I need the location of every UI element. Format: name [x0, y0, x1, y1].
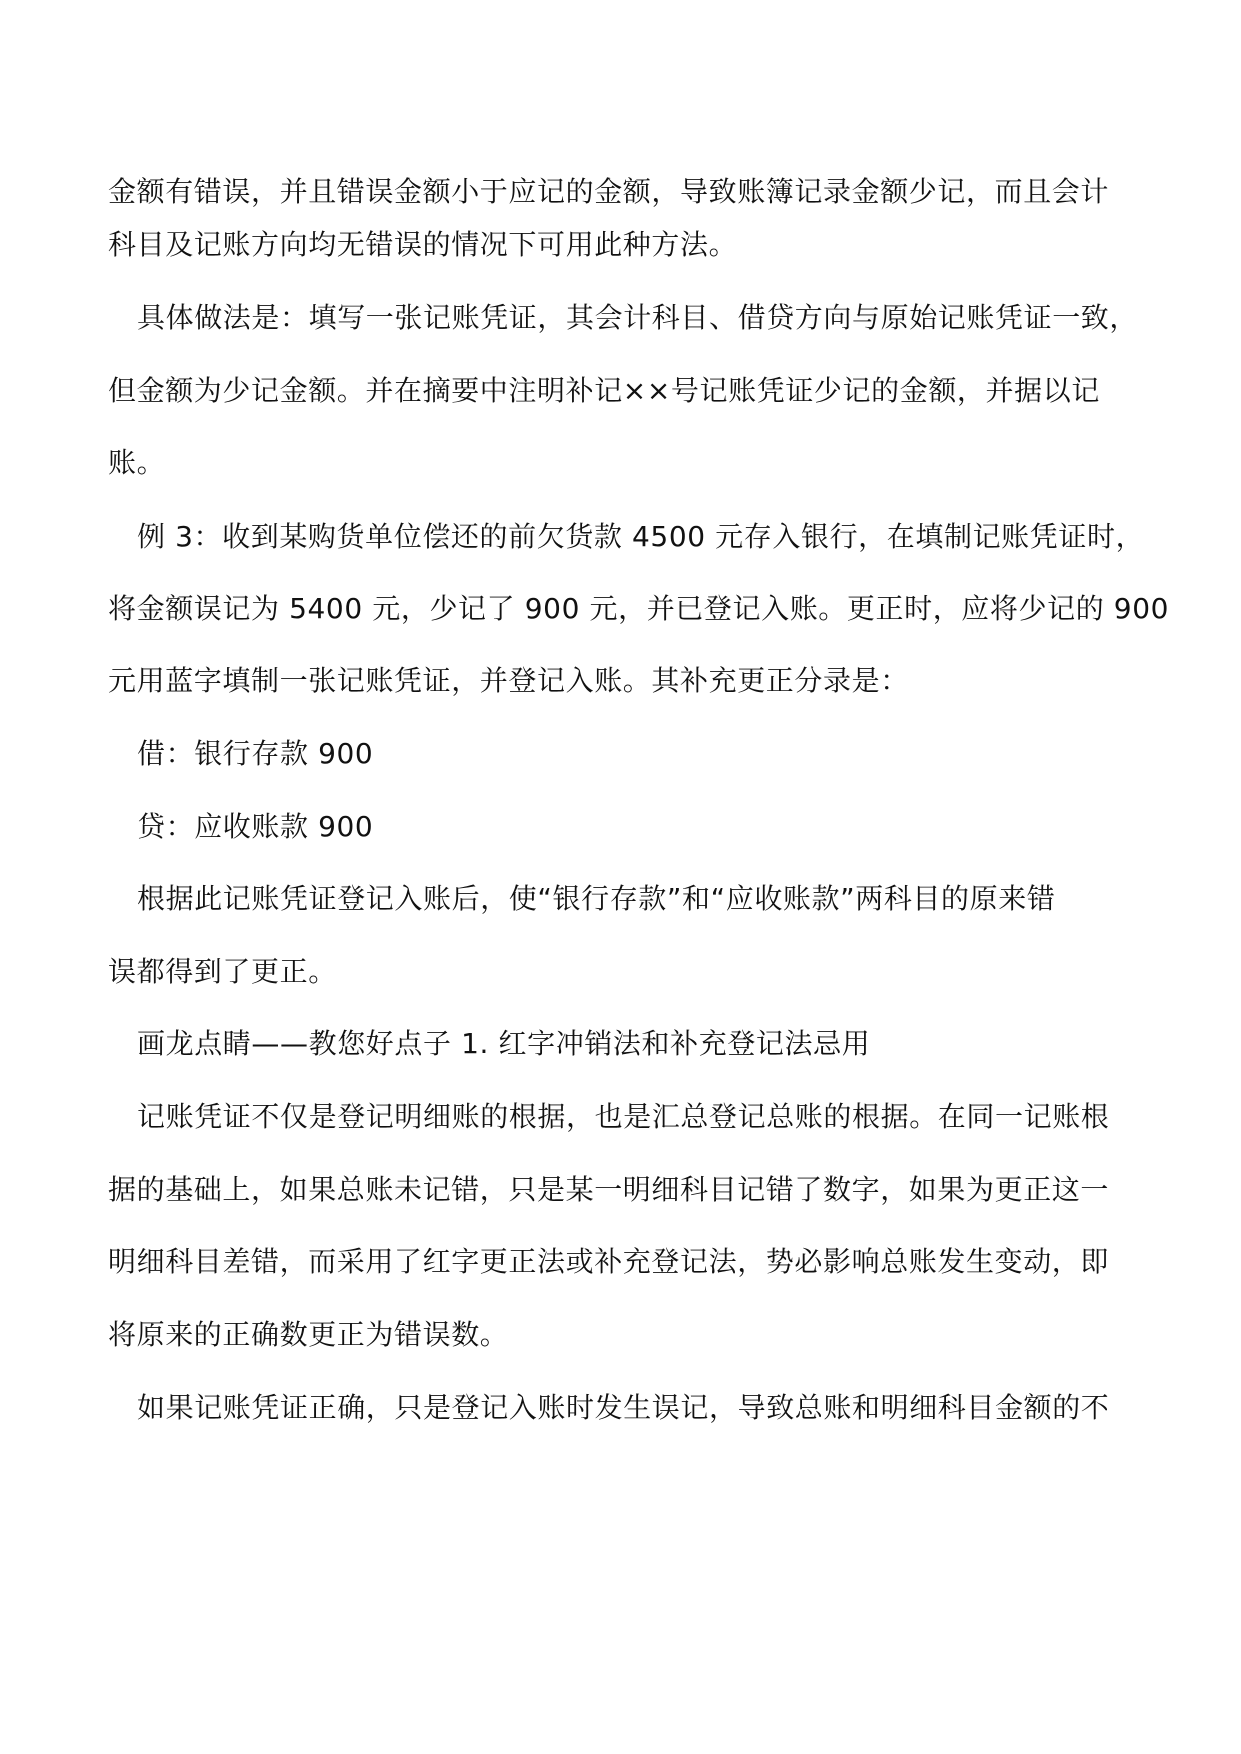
paragraph-text-line: 根据此记账凭证登记入账后，使“银行存款”和“应收账款”两科目的原来错 [137, 882, 1056, 915]
text-line: 科目及记账方向均无错误的情况下可用此种方法。 [108, 228, 738, 261]
text-line: 账。 [108, 446, 166, 479]
section-heading: 画龙点睛——教您好点子 1. 红字冲销法和补充登记法忌用 [137, 1027, 871, 1060]
paragraph-text-line: 具体做法是：填写一张记账凭证，其会计科目、借贷方向与原始记账凭证一致， [137, 301, 1139, 334]
text-line: 金额有错误，并且错误金额小于应记的金额，导致账簿记录金额少记，而且会计 [108, 175, 1110, 208]
paragraph-text-line: 记账凭证不仅是登记明细账的根据，也是汇总登记总账的根据。在同一记账根 [137, 1100, 1110, 1133]
text-line: 据的基础上，如果总账未记错，只是某一明细科目记错了数字，如果为更正这一 [108, 1173, 1110, 1206]
text-line: 误都得到了更正。 [108, 955, 337, 988]
journal-entry-debit: 借：银行存款 900 [137, 737, 374, 770]
text-line: 明细科目差错，而采用了红字更正法或补充登记法，势必影响总账发生变动，即 [108, 1245, 1110, 1278]
journal-entry-credit: 贷：应收账款 900 [137, 810, 374, 843]
paragraph-text-line: 例 3：收到某购货单位偿还的前欠货款 4500 元存入银行，在填制记账凭证时， [137, 520, 1145, 553]
text-line: 但金额为少记金额。并在摘要中注明补记××号记账凭证少记的金额，并据以记 [108, 374, 1100, 407]
text-line: 将原来的正确数更正为错误数。 [108, 1318, 509, 1351]
paragraph-text-line: 如果记账凭证正确，只是登记入账时发生误记，导致总账和明细科目金额的不 [137, 1391, 1110, 1424]
text-line: 元用蓝字填制一张记账凭证，并登记入账。其补充更正分录是： [108, 664, 909, 697]
text-line: 将金额误记为 5400 元，少记了 900 元，并已登记入账。更正时，应将少记的 900 [108, 592, 1170, 625]
